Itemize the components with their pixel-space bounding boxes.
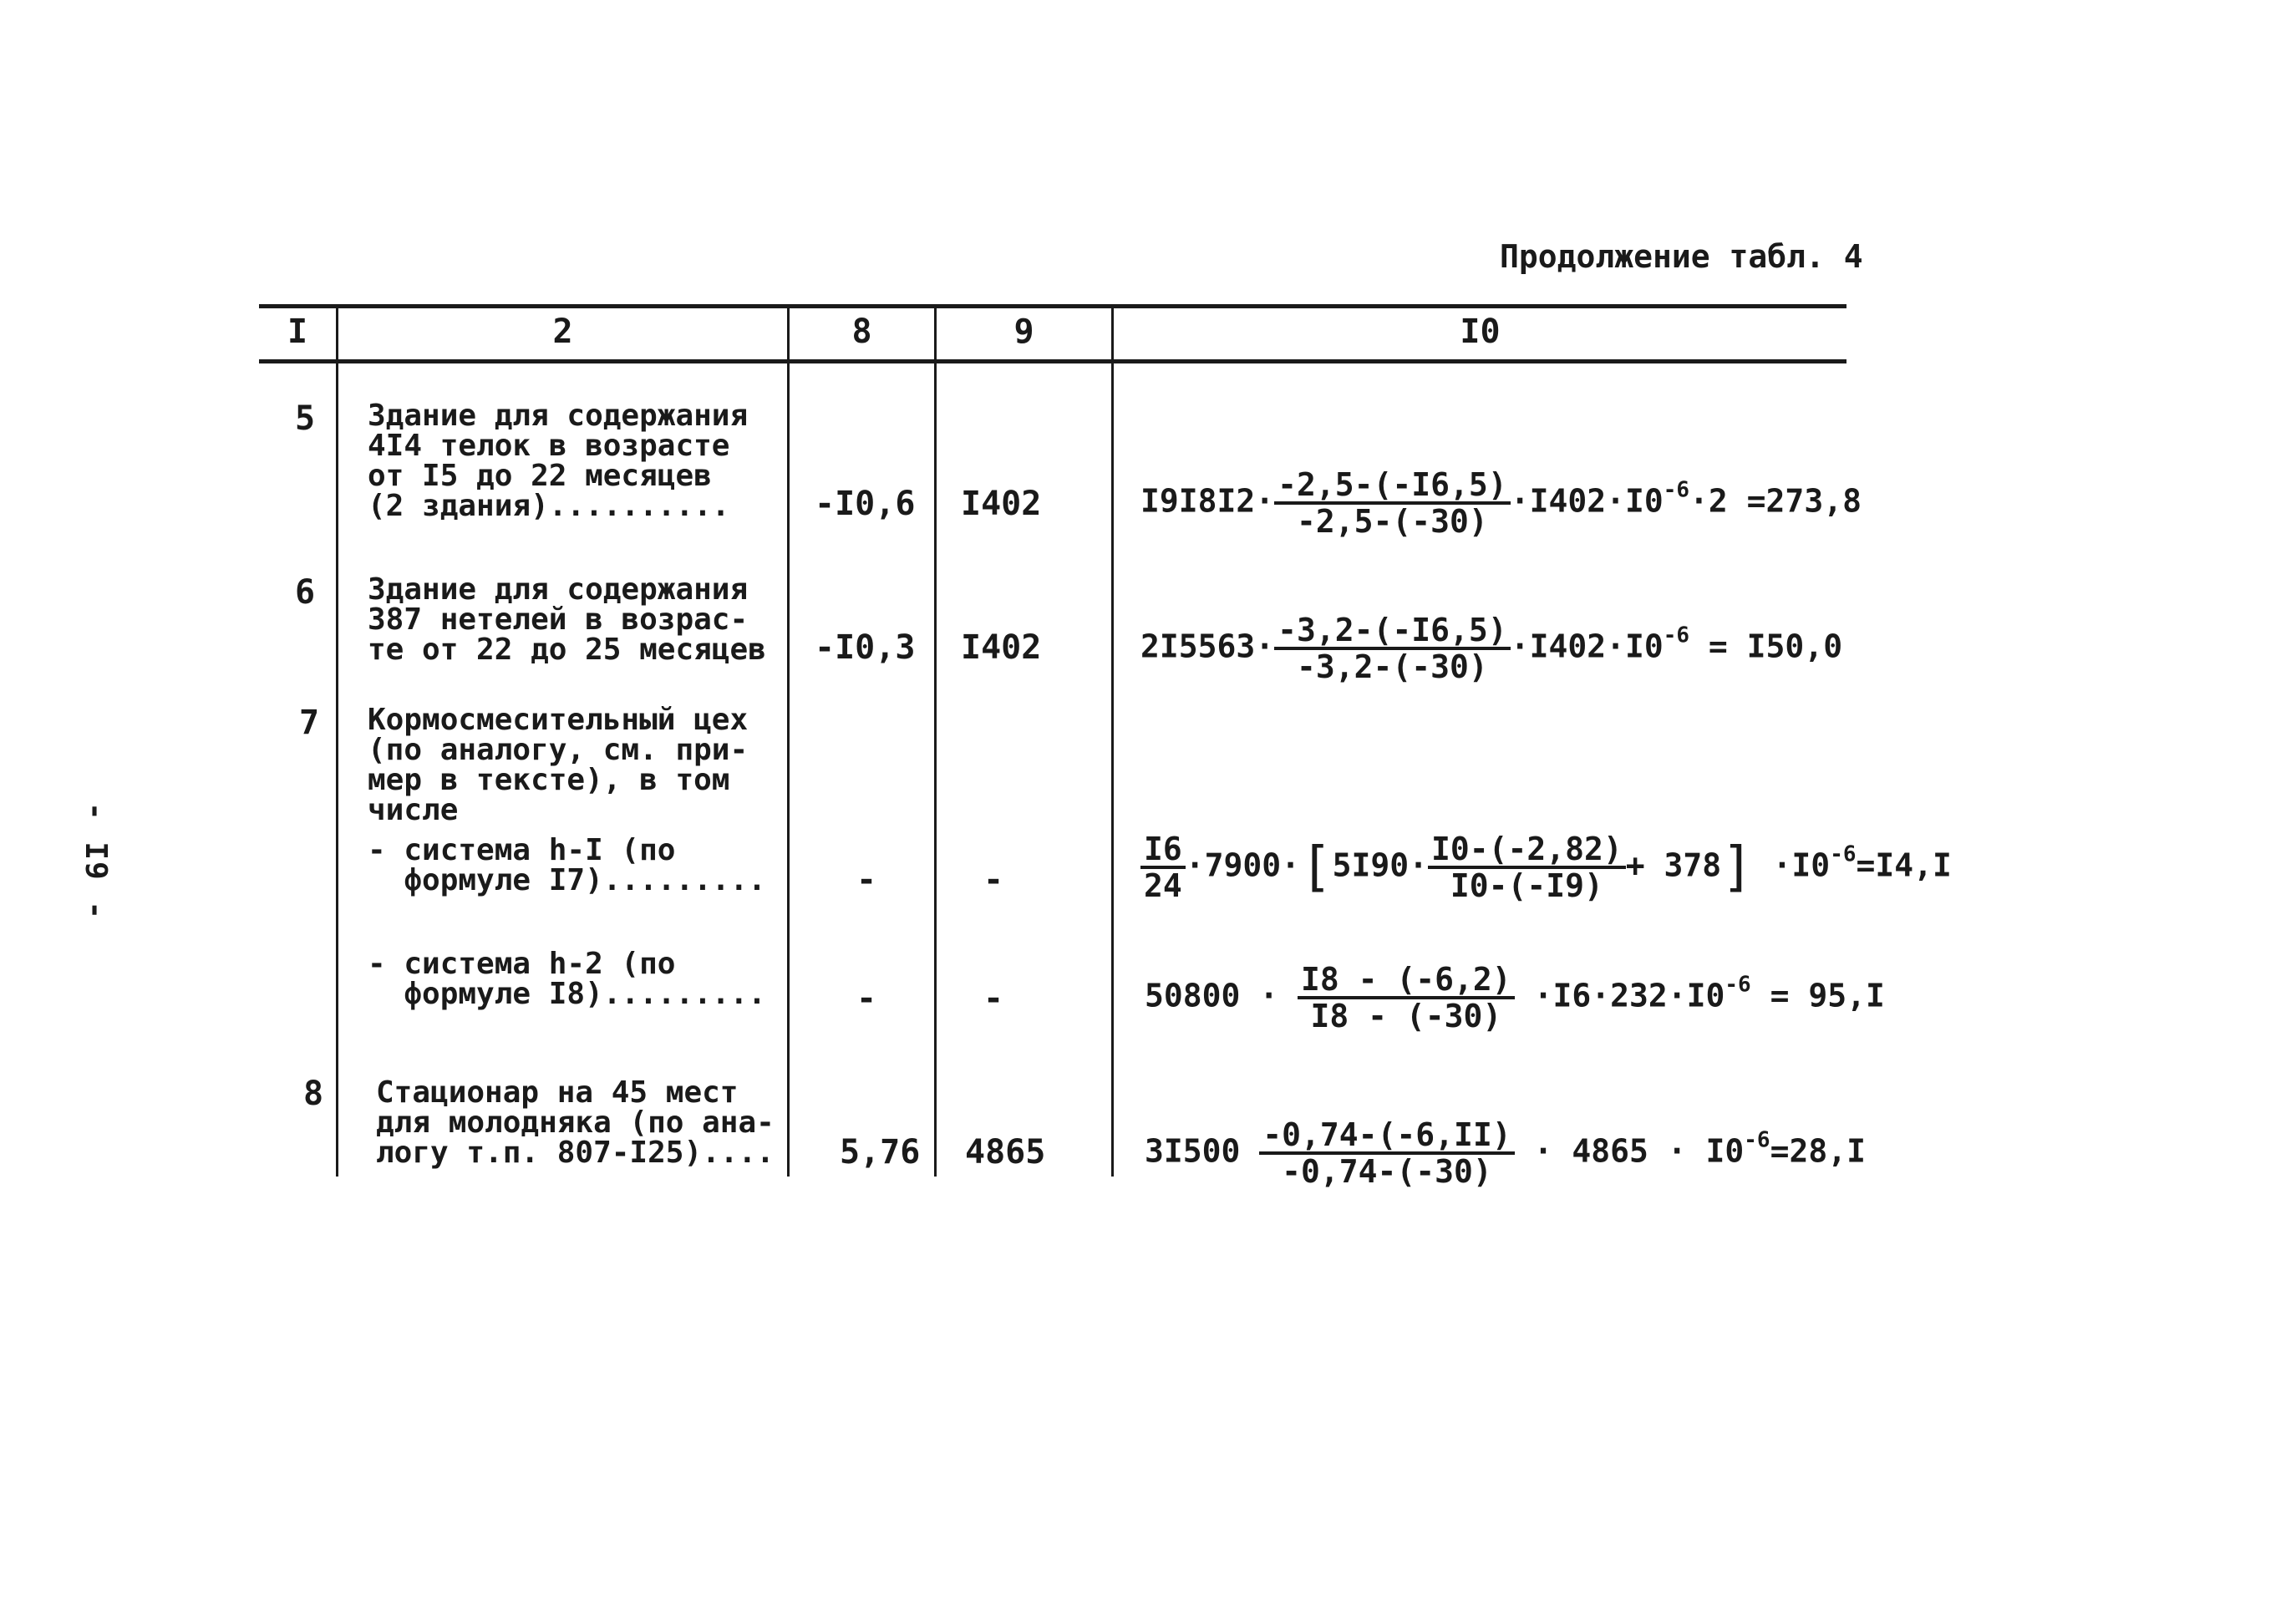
header-col-1: I <box>287 313 308 351</box>
formula-fraction <box>1274 468 1511 538</box>
row-formula <box>1140 832 1952 902</box>
row-description: Здание для содержания 4I4 телок в возрасте от I5 до 22 месяцев (2 здания).......... <box>368 399 749 523</box>
fraction-numerator: -2,5-(-I6,5) <box>1274 468 1511 505</box>
formula-fraction <box>1428 832 1626 902</box>
formula-result: = I50,0 <box>1689 628 1843 665</box>
fraction-denominator: I0-(-I9) <box>1450 867 1603 904</box>
fraction-numerator: I6 <box>1140 832 1186 869</box>
formula-fraction <box>1298 963 1515 1033</box>
row-description: Кормосмесительный цех (по аналогу, см. при- мер в тексте), в том числе <box>368 703 749 827</box>
formula-close-bracket: ] <box>1721 836 1754 898</box>
col-divider-4 <box>1111 306 1114 1177</box>
fraction-numerator: -0,74-(-6,II) <box>1259 1118 1514 1155</box>
formula-fraction <box>1259 1118 1514 1188</box>
fraction-denominator: 24 <box>1144 867 1182 904</box>
row-formula <box>1140 613 1842 684</box>
table-top-rule <box>259 304 1846 308</box>
formula-result: =I4,I <box>1856 846 1952 884</box>
header-bottom-rule <box>259 359 1846 363</box>
col-divider-3 <box>934 306 937 1177</box>
row-description: - система h-2 (по формуле I8)......... <box>368 947 766 1011</box>
fraction-numerator: I8 - (-6,2) <box>1298 963 1515 999</box>
row-col-8-value: -I0,3 <box>815 628 916 667</box>
row-col-8-value: - <box>856 861 877 899</box>
formula-prefix: 2I5563· <box>1140 628 1275 665</box>
row-description: - система h-I (по формуле I7)......... <box>368 833 766 897</box>
col-divider-1 <box>336 306 338 1177</box>
formula-suffix: ·I0 <box>1753 846 1831 884</box>
formula-exponent: -6 <box>1663 623 1690 648</box>
fraction-denominator: I8 - (-30) <box>1310 998 1502 1034</box>
row-col-9-value: - <box>983 979 1004 1018</box>
row-col-8-value: 5,76 <box>840 1133 921 1172</box>
row-number: 7 <box>299 704 320 742</box>
row-formula <box>1145 1118 1866 1188</box>
formula-multiplier: ·7900· <box>1185 846 1301 884</box>
row-number: 5 <box>295 399 316 438</box>
header-col-8: 8 <box>851 313 872 351</box>
row-col-9-value: - <box>983 861 1004 899</box>
formula-prefix: I9I8I2· <box>1140 482 1275 520</box>
formula-prefix: 50800 · <box>1145 977 1298 1014</box>
table-continuation-caption: Продолжение табл. 4 <box>1500 238 1863 275</box>
header-col-2: 2 <box>552 313 573 351</box>
row-col-9-value: I402 <box>961 485 1042 523</box>
formula-result: ·2 =273,8 <box>1689 482 1862 520</box>
row-formula <box>1145 963 1885 1033</box>
row-col-8-value: - <box>856 979 877 1018</box>
fraction-denominator: -0,74-(-30) <box>1282 1153 1492 1190</box>
formula-exponent: -6 <box>1744 1127 1770 1153</box>
formula-suffix: · 4865 · I0 <box>1514 1132 1745 1170</box>
formula-addend: + 378 <box>1625 846 1722 884</box>
formula-suffix: ·I402·I0 <box>1510 482 1664 520</box>
formula-prefix: 3I500 <box>1145 1132 1260 1170</box>
row-number: 8 <box>303 1075 324 1113</box>
formula-result: = 95,I <box>1750 977 1885 1014</box>
row-formula <box>1140 468 1862 538</box>
fraction-denominator: -2,5-(-30) <box>1297 503 1488 540</box>
formula-result: =28,I <box>1770 1132 1866 1170</box>
fraction-numerator: -3,2-(-I6,5) <box>1274 613 1511 650</box>
header-col-9: 9 <box>1013 313 1034 351</box>
fraction-denominator: -3,2-(-30) <box>1297 648 1488 685</box>
formula-suffix: ·I402·I0 <box>1510 628 1664 665</box>
formula-exponent: -6 <box>1725 972 1751 998</box>
formula-fraction <box>1274 613 1511 684</box>
formula-open-bracket: [ <box>1300 836 1333 898</box>
col-divider-2 <box>787 306 790 1177</box>
formula-inner: 5I90· <box>1332 846 1428 884</box>
row-number: 6 <box>295 573 316 612</box>
formula-suffix: ·I6·232·I0 <box>1514 977 1725 1014</box>
header-col-10: I0 <box>1460 313 1501 351</box>
row-col-9-value: 4865 <box>965 1133 1046 1172</box>
formula-leading-fraction <box>1140 832 1186 902</box>
page-number: - I9 - <box>79 802 113 922</box>
row-col-8-value: -I0,6 <box>815 485 916 523</box>
formula-exponent: -6 <box>1663 477 1690 503</box>
row-description: Стационар на 45 мест для молодняка (по ана- логу т.п. 807-I25).... <box>376 1075 775 1170</box>
row-description: Здание для содержания 387 нетелей в возрас- те от 22 до 25 месяцев <box>368 572 766 667</box>
row-col-9-value: I402 <box>961 628 1042 667</box>
formula-exponent: -6 <box>1830 841 1857 867</box>
fraction-numerator: I0-(-2,82) <box>1428 832 1626 869</box>
